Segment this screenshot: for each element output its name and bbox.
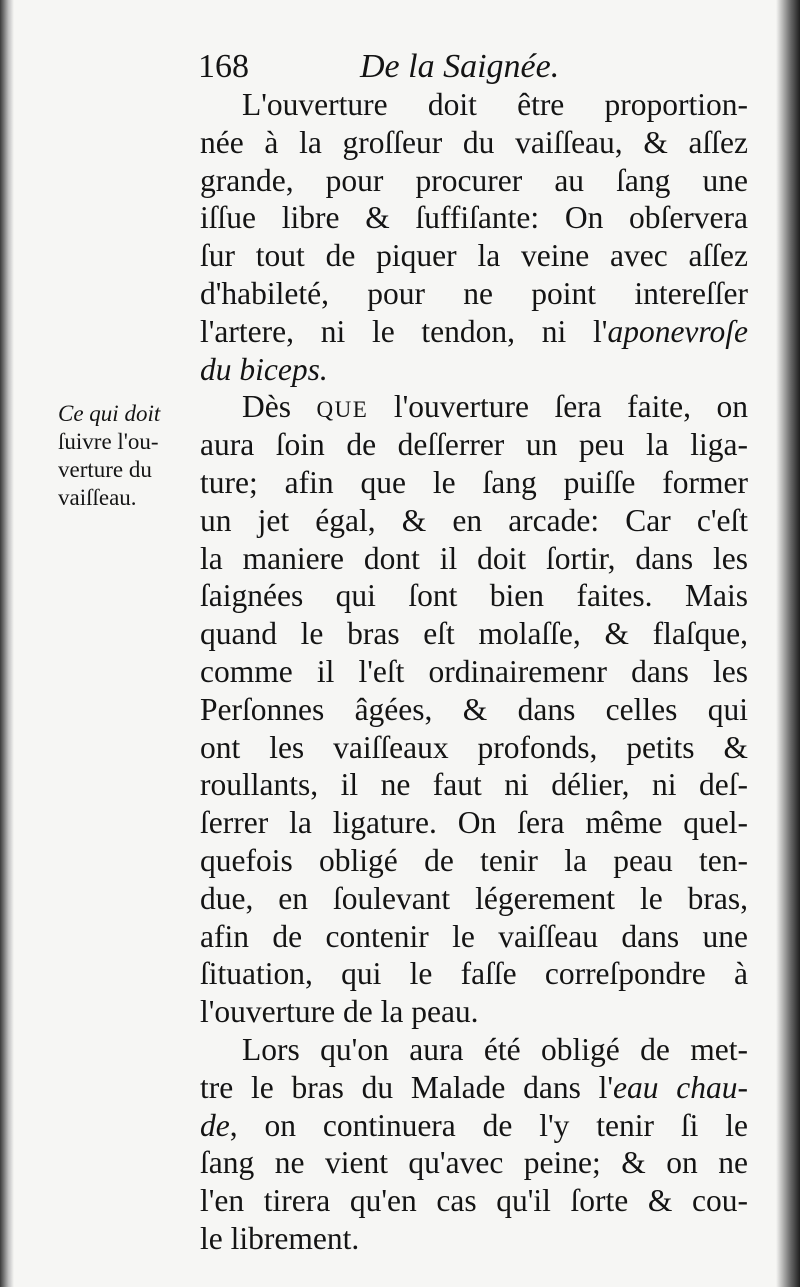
text-span: Dès [242,389,291,425]
smallcaps-word: QUE [316,397,369,423]
text-line: d'habileté, pour ne point intereſſer [200,275,748,311]
italic-term: aponevroſe [607,313,748,349]
page-gutter-left [0,0,14,1287]
text-line: le librement. [200,1220,360,1256]
text-span: tre le bras du Malade dans l' [200,1069,614,1105]
text-line: ture; afin que le ſang puiſſe former [200,464,748,500]
text-line: comme il l'eſt ordinairemenr dans les [200,653,748,689]
text-line: grande, pour procurer au ſang une [200,162,748,198]
text-line [200,388,748,426]
text-line: quand le bras eſt molaſſe, & flaſque, [200,616,748,652]
text-line: ſang ne vient qu'avec peine; & on ne [200,1145,748,1181]
margin-note-line: ſuivre l'ou- [58,429,159,454]
text-line: iſſue libre & ſuffiſante: On obſervera [200,200,748,236]
text-line [200,1107,748,1145]
text-line: ſur tout de piquer la veine avec aſſez [200,238,748,274]
text-span: l'artere, ni le tendon, ni l' [200,313,608,349]
text-line: née à la groſſeur du vaiſſeau, & aſſez [200,124,748,160]
running-title: De la Saignée. [360,48,560,85]
text-span: , on continuera de l'y tenir ſi le [229,1107,748,1143]
margin-note-line: verture du [58,457,152,482]
page-header [198,44,578,90]
text-line: quefois obligé de tenir la peau ten- [200,842,748,878]
text-line: afin de contenir le vaiſſeau dans une [200,918,748,954]
margin-note-line: Ce qui doit [58,401,161,426]
text-line: l'en tirera qu'en cas qu'il ſorte & cou- [200,1183,748,1219]
text-line [200,1069,748,1107]
body-text [200,86,748,1258]
text-line: un jet égal, & en arcade: Car c'eſt [200,502,748,538]
text-line: roullants, il ne faut ni délier, ni deſ- [200,767,748,803]
text-line: la maniere dont il doit ſortir, dans les [200,540,748,576]
text-line: due, en ſoulevant légerement le bras, [200,880,748,916]
text-line: du biceps. [200,351,328,387]
text-line: ſaignées qui ſont bien faites. Mais [200,578,748,614]
text-line: ſerrer la ligature. On ſera même quel- [200,805,748,841]
page-number: 168 [198,48,249,85]
text-line: L'ouverture doit être proportion- [242,87,748,122]
margin-note-line: vaiſſeau. [58,485,137,510]
italic-term: de [200,1107,230,1143]
text-line: Lors qu'on aura été obligé de met- [242,1031,748,1067]
margin-note [58,400,192,512]
text-line: aura ſoin de deſſerrer un peu la liga- [200,427,748,463]
text-line: l'ouverture de la peau. [200,994,479,1030]
italic-term: eau chau- [613,1069,748,1105]
text-line: Perſonnes âgées, & dans celles qui [200,691,748,727]
text-line [200,313,748,351]
text-line: ſituation, qui le faſſe correſpondre à [200,956,748,992]
text-line: ont les vaiſſeaux profonds, petits & [200,729,748,765]
page-gutter-right [776,0,800,1287]
text-span: l'ouverture ſera faite, on [393,389,748,425]
